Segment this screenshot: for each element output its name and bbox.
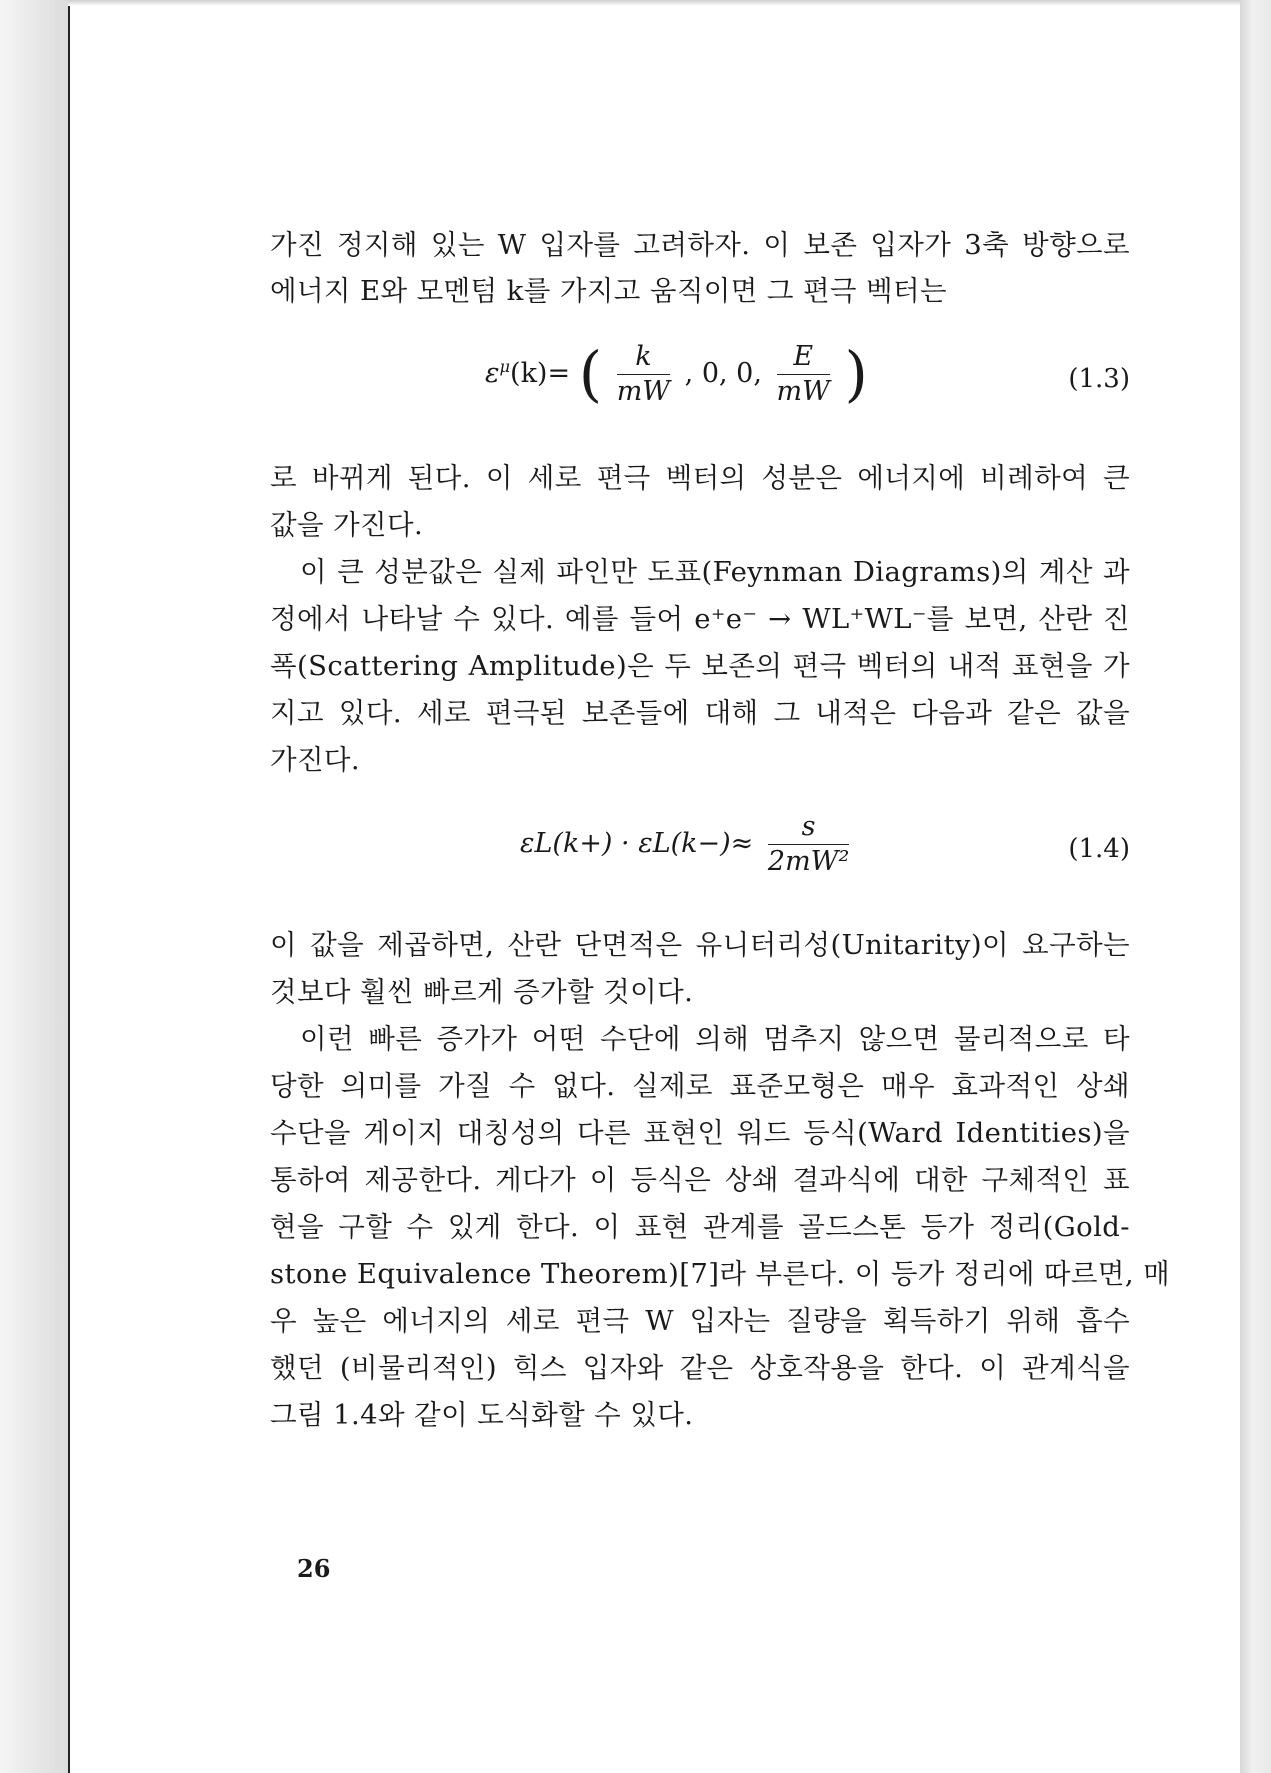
paragraph-3-line-2: 정에서 나타날 수 있다. 예를 들어 e⁺e⁻ → WL⁺WL⁻를 보면, 산란 진: [270, 603, 1130, 635]
eq13-fraction-2: [777, 340, 830, 409]
page-number: 26: [297, 1554, 331, 1583]
eq13-middle: , 0, 0,: [684, 358, 762, 389]
eq14-numerator: s: [768, 810, 849, 845]
paragraph-5-line-3: 수단을 게이지 대칭성의 다른 표현인 워드 등식(Ward Identities)을: [270, 1117, 1130, 1149]
eq13-frac1-numerator: k: [617, 340, 670, 375]
eq13-fraction-1: [617, 340, 670, 409]
eq13-frac2-numerator: E: [777, 340, 830, 375]
eq13-open-paren: (: [578, 339, 603, 410]
eq14-fraction: [768, 810, 849, 879]
paragraph-2-line-1: 로 바뀌게 된다. 이 세로 편극 벡터의 성분은 에너지에 비례하여 큰: [270, 462, 1130, 494]
paragraph-3-line-3: 폭(Scattering Amplitude)은 두 보존의 편극 벡터의 내적 표현을 가: [270, 650, 1130, 682]
paragraph-3-line-4: 지고 있다. 세로 편극된 보존들에 대해 그 내적은 다음과 같은 값을: [270, 697, 1130, 729]
eq13-lhs-sup: μ: [499, 357, 511, 376]
eq14-denominator: 2mW²: [767, 846, 850, 877]
paragraph-1-line-1: 가진 정지해 있는 W 입자를 고려하자. 이 보존 입자가 3축 방향으로: [270, 229, 1130, 261]
page-top-edge: [68, 0, 1240, 6]
eq13-lhs-arg: (k)=: [510, 358, 571, 389]
eq13-lhs: ε: [485, 358, 500, 389]
paragraph-5-line-8: 했던 (비물리적인) 힉스 입자와 같은 상호작용을 한다. 이 관계식을: [270, 1352, 1130, 1384]
equation-1-3: [270, 340, 1130, 430]
equation-number-1-3: (1.3): [1068, 364, 1130, 394]
paragraph-5-line-2: 당한 의미를 가질 수 없다. 실제로 표준모형은 매우 효과적인 상쇄: [270, 1070, 1130, 1102]
paragraph-4-line-2: 것보다 훨씬 빠르게 증가할 것이다.: [270, 976, 694, 1008]
paragraph-5-line-6: stone Equivalence Theorem)[7]라 부른다. 이 등가 정리에 따르면, 매: [270, 1258, 1171, 1290]
paragraph-5-line-9: 그림 1.4와 같이 도식화할 수 있다.: [270, 1399, 694, 1431]
eq13-close-paren: ): [844, 339, 868, 410]
paragraph-5-line-5: 현을 구할 수 있게 한다. 이 표현 관계를 골드스톤 등가 정리(Gold-: [270, 1211, 1130, 1243]
paragraph-5-line-4: 통하여 제공한다. 게다가 이 등식은 상쇄 결과식에 대한 구체적인 표: [270, 1164, 1130, 1196]
paragraph-2-line-2: 값을 가진다.: [270, 509, 424, 541]
eq13-frac1-denominator: mW: [616, 376, 671, 407]
eq14-lhs: εL(k+) · εL(k−)≈: [520, 828, 754, 859]
paragraph-3-line-5: 가진다.: [270, 744, 361, 776]
paragraph-5-line-1: 이런 빠른 증가가 어떤 수단에 의해 멈추지 않으면 물리적으로 타: [300, 1023, 1130, 1055]
paragraph-3-line-1: 이 큰 성분값은 실제 파인만 도표(Feynman Diagrams)의 계산 과: [300, 556, 1130, 588]
equation-number-1-4: (1.4): [1068, 834, 1130, 864]
page-gutter: [0, 0, 68, 1773]
paragraph-5-line-7: 우 높은 에너지의 세로 편극 W 입자는 질량을 획득하기 위해 흡수: [270, 1305, 1130, 1337]
paragraph-4-line-1: 이 값을 제곱하면, 산란 단면적은 유니터리성(Unitarity)이 요구하는: [270, 929, 1130, 961]
equation-1-4: [270, 810, 1130, 900]
eq13-frac2-denominator: mW: [776, 376, 830, 407]
page-edge-shadow: [1240, 0, 1271, 1773]
paragraph-1-line-2: 에너지 E와 모멘텀 k를 가지고 움직이면 그 편극 벡터는: [270, 275, 947, 307]
